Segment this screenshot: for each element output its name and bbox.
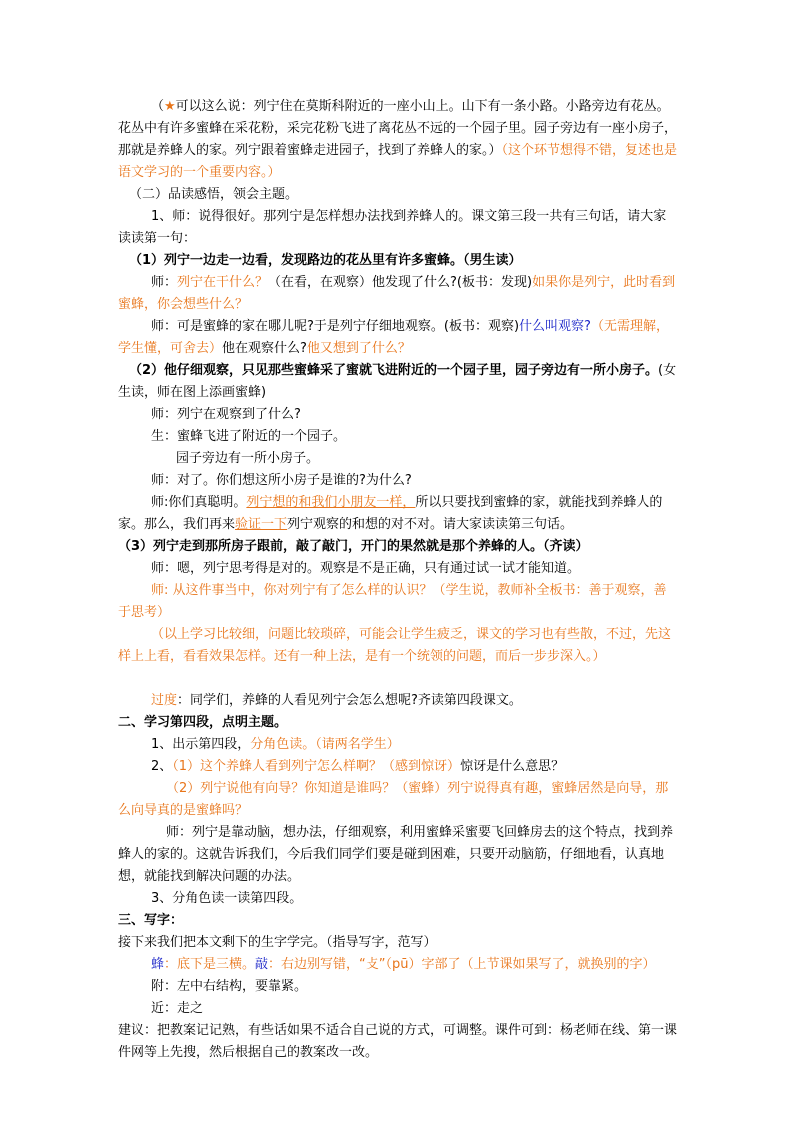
blue-text: 什么叫观察? — [519, 319, 591, 334]
section-heading-three: 三、写字： — [118, 913, 184, 928]
section-heading-two: 二、学习第四段，点明主题。 — [118, 715, 288, 730]
retelling-paragraph — [118, 96, 678, 184]
body-text: 师:你们真聪明。 — [151, 495, 247, 510]
teacher-line: 师：对了。你们想这所小房子是谁的?为什么? — [151, 473, 412, 488]
character-note: 近：走之 — [151, 1001, 204, 1016]
body-text: 惊讶是什么意思？ — [460, 759, 565, 774]
orange-text: 列宁在干什么？ — [177, 275, 269, 290]
sentence-1: （1）列宁一边走一边看，发现路边的花丛里有许多蜜蜂。（男生读） — [129, 253, 522, 268]
retelling-text: 可以这么说：列宁住在莫斯科附近的一座小山上。山下有一条小路。小路旁边有花丛。花丛中有许多蜜蜂在采花粉，采完花粉飞进了离花丛不远的一个园子里。园子旁边有一座小房子，那就是养蜂人的家。列宁跟着蜜蜂走进园子，找到了养蜂人的家。） — [118, 99, 678, 158]
body-text: 列宁观察的和想的对不对。请大家读读第三句话。 — [287, 517, 574, 532]
student-line: 园子旁边有一所小房子。 — [176, 451, 320, 466]
orange-text: （1）这个养蜂人看到列宁怎么样啊？（感到惊讶） — [172, 759, 461, 774]
body-text: 他在观察什么? — [222, 341, 307, 356]
teacher-question-orange: 师: 从这件事当中，你对列宁有了怎么样的认识？（学生说，教师补全板书：善于观察，善于思考） — [118, 583, 667, 620]
teacher-line: 师：嗯，列宁思考得是对的。观察是不是正确，只有通过试一试才能知道。 — [151, 561, 581, 576]
sentence-3: （3）列宁走到那所房子跟前，敲了敲门，开门的果然就是那个养蜂的人。（齐读） — [118, 539, 589, 554]
step-2 — [118, 756, 678, 778]
orange-text: ：底下是三横。 — [164, 957, 256, 972]
teacher-line — [118, 492, 678, 536]
section-heading-2: （二）品读感悟，领会主题。 — [129, 187, 299, 202]
orange-text: ：右边别写错，“攴”（pū）字部了（上节课如果写了，就换别的字） — [268, 957, 656, 972]
step-1 — [118, 734, 678, 756]
suggestion: 建议：把教案记记熟，有些话如果不适合自己说的方式，可调整。课件可到：杨老师在线、第一课件网等上先搜，然后根据自己的教案改一改。 — [118, 1023, 678, 1060]
star-icon: ★ — [164, 99, 176, 114]
reflection-note: （以上学习比较细，问题比较琐碎，可能会让学生疲乏，课文的学习也有些散，不过，先这样上上看，看看效果怎样。还有一种上法，是有一个统领的问题，而后一步步深入。） — [118, 627, 672, 664]
body-text: 2、 — [151, 759, 173, 774]
character-note: 附：左中右结构，要靠紧。 — [151, 979, 308, 994]
student-line: 生：蜜蜂飞进了附近的一个园子。 — [151, 429, 347, 444]
character-note — [118, 954, 678, 976]
step-2-question: （2）列宁说他有向导？你知道是谁吗？（蜜蜂）列宁说得真有趣，蜜蜂居然是向导，那么向导真的是蜜蜂吗？ — [118, 781, 669, 818]
orange-text: 验证一下 — [235, 517, 288, 532]
note-text: (女生读，师在图上添画蜜蜂) — [118, 363, 677, 400]
teacher-line: 师：列宁在观察到了什么? — [151, 407, 301, 422]
orange-text: （无需理解，学生懂，可舍去） — [118, 319, 669, 356]
writing-intro: 接下来我们把本文剩下的生字学完。（指导写字，范写） — [118, 935, 437, 950]
orange-text: 他又想到了什么？ — [306, 341, 411, 356]
orange-text: 如果你是列宁，此时看到蜜蜂，你会想些什么？ — [118, 275, 676, 312]
blue-text: 蜂 — [151, 957, 165, 972]
step-3: 3、分角色读一读第四段。 — [151, 891, 303, 906]
orange-text: 列宁想的和我们小朋友一样， — [246, 495, 416, 510]
comment-text: （这个环节想得不错，复述也是语文学习的一个重要内容。） — [118, 143, 678, 180]
body-text: ：同学们，养蜂的人看见列宁会怎么想呢?齐读第四段课文。 — [177, 693, 522, 708]
teacher-line: 1、师：说得很好。那列宁是怎样想办法找到养蜂人的。课文第三段一共有三句话，请大家读读第一句： — [118, 209, 667, 246]
teacher-question — [118, 272, 678, 316]
body-text: （在看，在观察）他发现了什么?(板书：发现) — [268, 275, 533, 290]
paren: （ — [151, 99, 165, 114]
body-text: 所以只要找到蜜蜂的家，就能找到养蜂人的家。那么，我们再来 — [118, 495, 663, 532]
lesson-plan-body — [118, 96, 678, 1064]
transition-line — [118, 690, 678, 712]
orange-text: 过度 — [151, 693, 178, 708]
sentence-text: （2）他仔细观察，只见那些蜜蜂采了蜜就飞进附近的一个园子里，园子旁边有一所小房子。 — [129, 363, 659, 378]
speaker: 师： — [151, 275, 178, 290]
sentence-2 — [118, 360, 678, 404]
orange-text: 分角色读。（请两名学生） — [250, 737, 400, 752]
body-text: 1、出示第四段， — [151, 737, 251, 752]
teacher-summary: 师：列宁是靠动脑，想办法，仔细观察，利用蜜蜂采蜜要飞回蜂房去的这个特点，找到养蜂人的家的。这就告诉我们，今后我们同学们要是碰到困难，只要开动脑筋，仔细地看，认真地想，就能找到解决问题的办法。 — [118, 825, 674, 884]
blue-text: 敲 — [255, 957, 269, 972]
spacer — [118, 668, 678, 690]
teacher-question — [118, 316, 678, 360]
body-text: 师：可是蜜蜂的家在哪儿呢?于是列宁仔细地观察。(板书：观察) — [151, 319, 520, 334]
